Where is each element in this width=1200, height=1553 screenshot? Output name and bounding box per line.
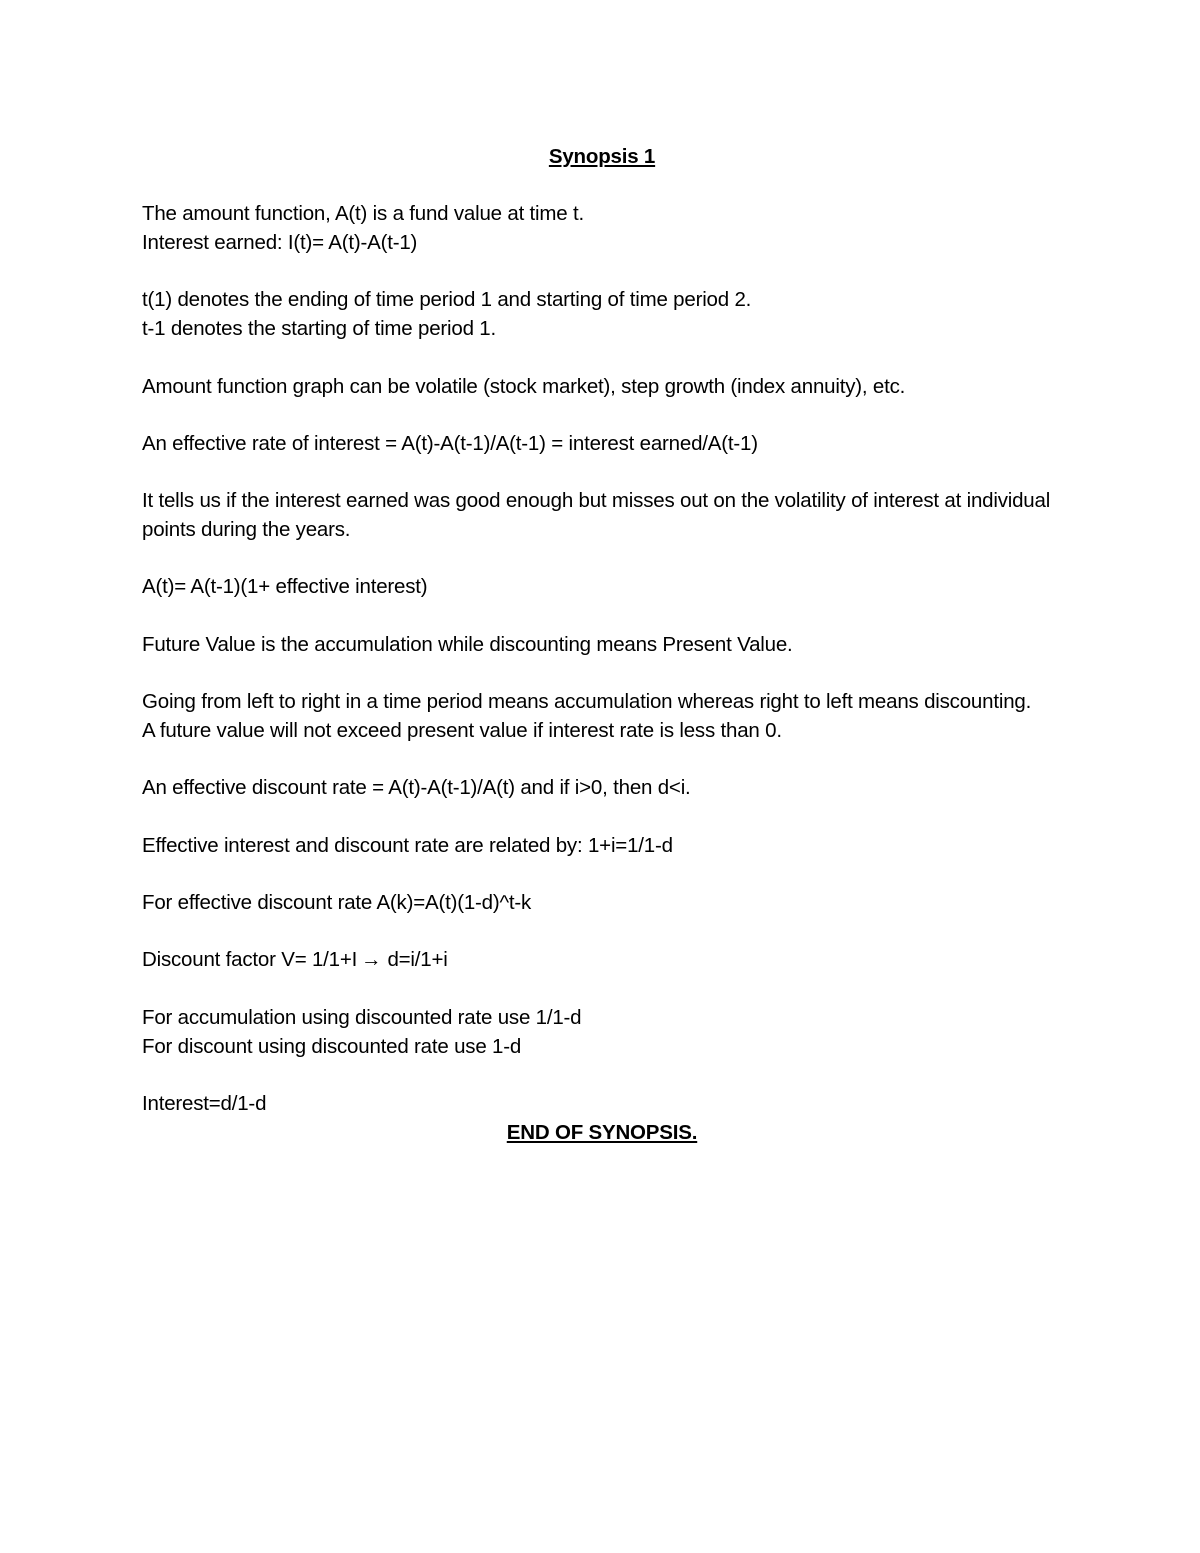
spacer xyxy=(142,746,1062,775)
spacer xyxy=(142,344,1062,373)
spacer xyxy=(142,660,1062,689)
text-line: Amount function graph can be volatile (stock market), step growth (index annuity), etc. xyxy=(142,374,906,398)
text-line: Interest=d/1-d xyxy=(142,1091,267,1115)
text-segment: Discount factor V= 1/1+I xyxy=(142,948,358,972)
text-line: Interest earned: I(t)= A(t)-A(t-1) xyxy=(142,231,418,255)
text-line: Effective interest and discount rate are related by: 1+i=1/1-d xyxy=(142,833,673,857)
spacer xyxy=(142,401,1062,430)
document-body xyxy=(142,143,1062,1147)
spacer xyxy=(142,860,1062,889)
spacer xyxy=(142,459,1062,488)
text-line: A future value will not exceed present value if interest rate is less than 0. xyxy=(142,718,782,742)
text-line: An effective rate of interest = A(t)-A(t-1)/A(t-1) = interest earned/A(t-1) xyxy=(142,431,758,455)
text-line: t-1 denotes the starting of time period 1. xyxy=(142,317,496,341)
discount-factor-line xyxy=(142,946,1062,975)
spacer xyxy=(142,803,1062,832)
text-line: A(t)= A(t-1)(1+ effective interest) xyxy=(142,575,428,599)
text-line: For effective discount rate A(k)=A(t)(1-d)^t-k xyxy=(142,891,532,915)
text-line: An effective discount rate = A(t)-A(t-1)/A(t) and if i>0, then d<i. xyxy=(142,776,691,800)
text-line: Future Value is the accumulation while discounting means Present Value. xyxy=(142,632,793,656)
spacer xyxy=(142,545,1062,574)
spacer xyxy=(142,602,1062,631)
text-segment: d=i/1+i xyxy=(387,948,448,972)
end-of-synopsis: END OF SYNOPSIS. xyxy=(506,1120,698,1144)
text-line: For accumulation using discounted rate use 1/1-d xyxy=(142,1005,582,1029)
text-line: t(1) denotes the ending of time period 1 and starting of time period 2. xyxy=(142,288,752,312)
spacer xyxy=(142,975,1062,1004)
text-line: The amount function, A(t) is a fund value at time t. xyxy=(142,202,584,226)
spacer xyxy=(142,1061,1062,1090)
text-line: Going from left to right in a time period means accumulation whereas right to left means discounting. xyxy=(142,690,1032,714)
text-line: It tells us if the interest earned was good enough but misses out on the volatility of interest at individual points during the years. xyxy=(142,489,1051,542)
spacer xyxy=(142,258,1062,287)
text-line: For discount using discounted rate use 1-d xyxy=(142,1034,522,1058)
right-arrow-icon: → xyxy=(361,948,382,972)
spacer xyxy=(142,918,1062,947)
document-title: Synopsis 1 xyxy=(548,145,656,168)
spacer xyxy=(142,172,1062,201)
